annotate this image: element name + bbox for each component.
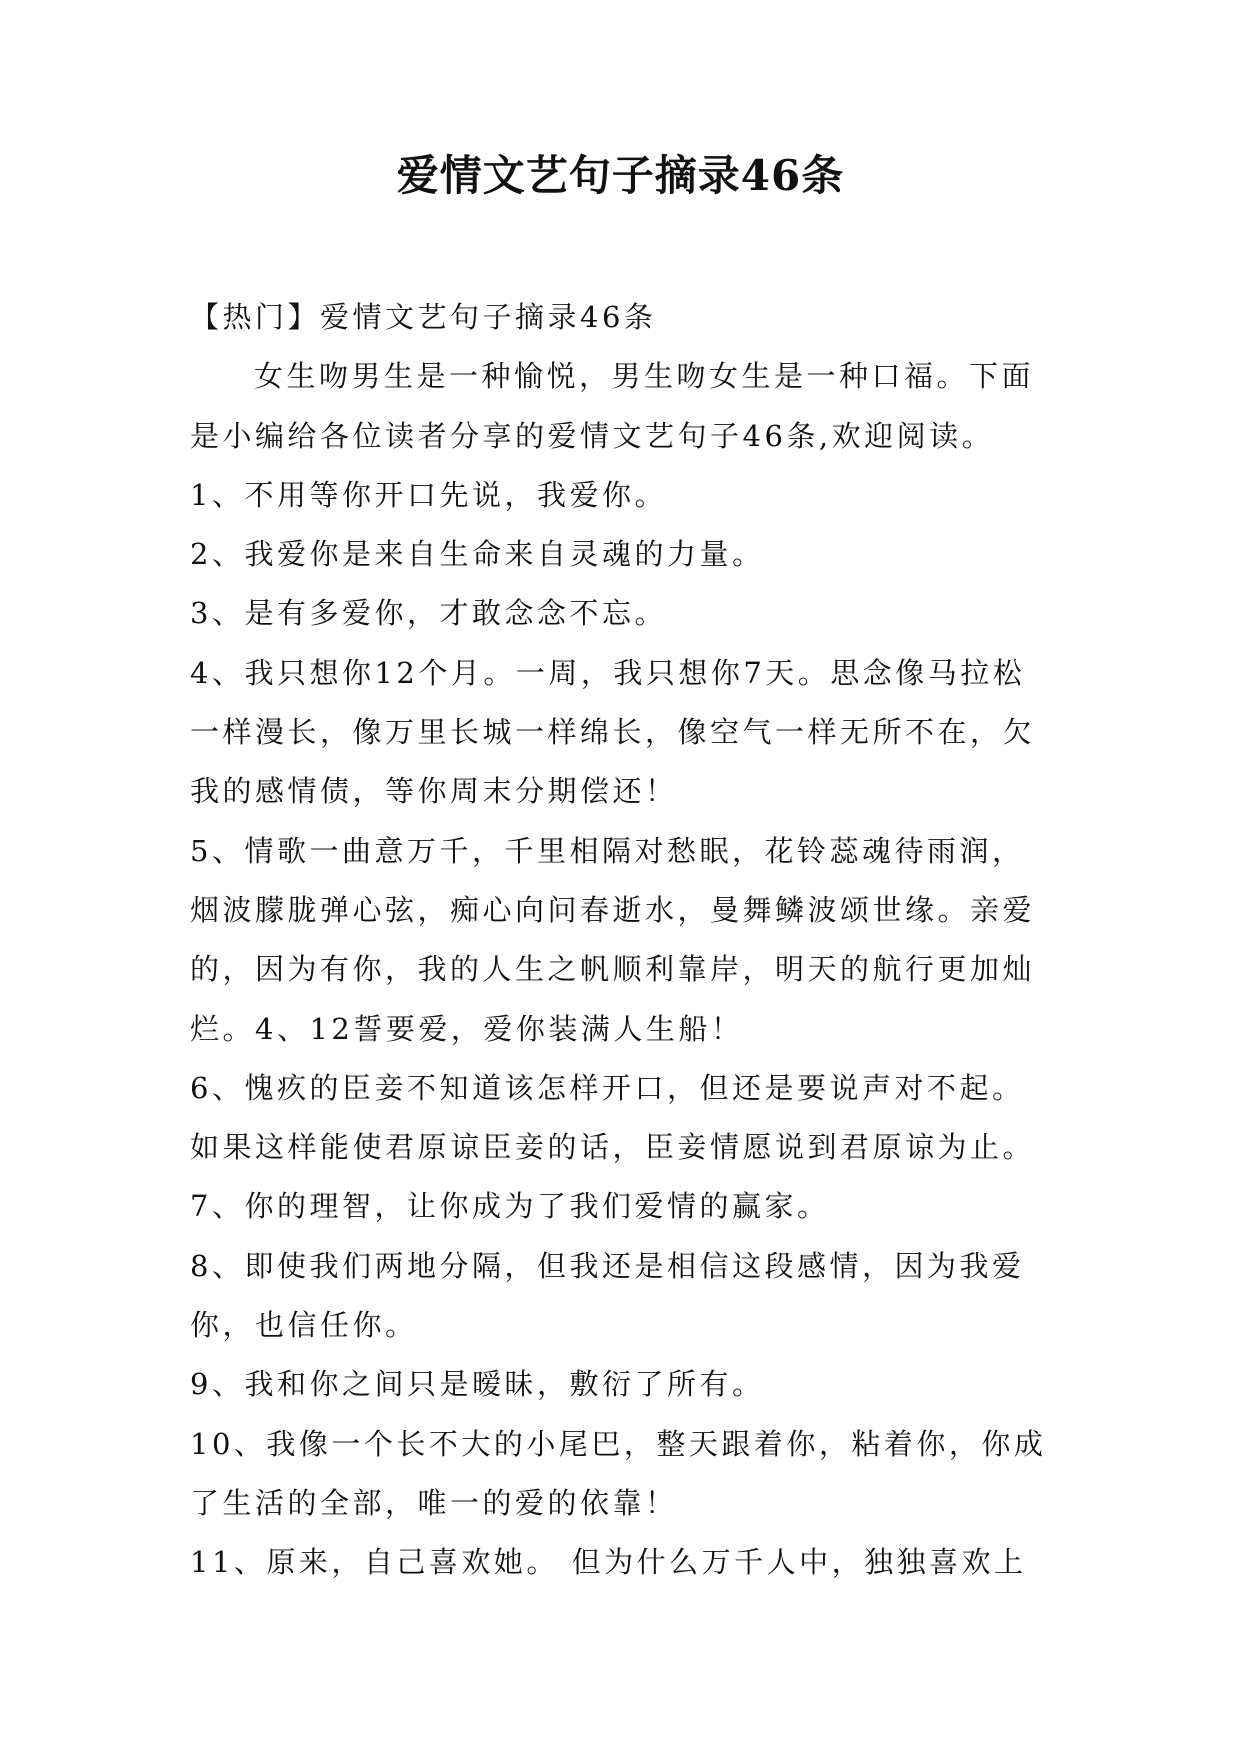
body-line: 一样漫长，像万里长城一样绵长，像空气一样无所不在，欠 (190, 715, 1036, 750)
body-line: 11、原来，自己喜欢她。 但为什么万千人中，独独喜欢上 (190, 1545, 1027, 1580)
body-line: 5、情歌一曲意万千，千里相隔对愁眠，花铃蕊魂待雨润， (190, 833, 1025, 868)
body-line: 如果这样能使君原谅臣妾的话，臣妾情愿说到君原谅为止。 (190, 1130, 1036, 1165)
body-line: 3、是有多爱你，才敢念念不忘。 (190, 596, 667, 631)
body-line: 4、我只想你12个月。一周，我只想你7天。思念像马拉松 (190, 655, 1026, 690)
body-line: 是小编给各位读者分享的爱情文艺句子46条,欢迎阅读。 (190, 418, 995, 453)
body-line: 的，因为有你，我的人生之帆顺利靠岸，明天的航行更加灿 (190, 952, 1036, 987)
document-title: 爱情文艺句子摘录46条 (396, 151, 845, 200)
body-line: 10、我像一个长不大的小尾巴，整天跟着你，粘着你，你成 (190, 1426, 1047, 1461)
body-line: 女生吻男生是一种愉悦，男生吻女生是一种口福。下面 (254, 359, 1035, 394)
body-line: 我的感情债，等你周末分期偿还！ (190, 774, 678, 809)
document-body (190, 288, 1070, 1593)
body-line: 1、不用等你开口先说，我爱你。 (190, 477, 667, 512)
body-line: 你，也信任你。 (190, 1308, 418, 1343)
body-line: 2、我爱你是来自生命来自灵魂的力量。 (190, 537, 765, 572)
body-line: 7、你的理智，让你成为了我们爱情的赢家。 (190, 1189, 830, 1224)
body-line: 了生活的全部，唯一的爱的依靠！ (190, 1485, 678, 1520)
body-line: 6、愧疚的臣妾不知道该怎样开口，但还是要说声对不起。 (190, 1070, 1025, 1105)
body-line: 烟波朦胧弹心弦，痴心向问春逝水，曼舞鳞波颂世缘。亲爱 (190, 892, 1036, 927)
body-line: 9、我和你之间只是暧昧，敷衍了所有。 (190, 1367, 765, 1402)
body-line: 【热门】爱情文艺句子摘录46条 (190, 300, 657, 334)
body-line: 8、即使我们两地分隔，但我还是相信这段感情，因为我爱 (190, 1248, 1025, 1283)
body-line: 烂。4、12誓要爱，爱你装满人生船！ (190, 1011, 744, 1046)
